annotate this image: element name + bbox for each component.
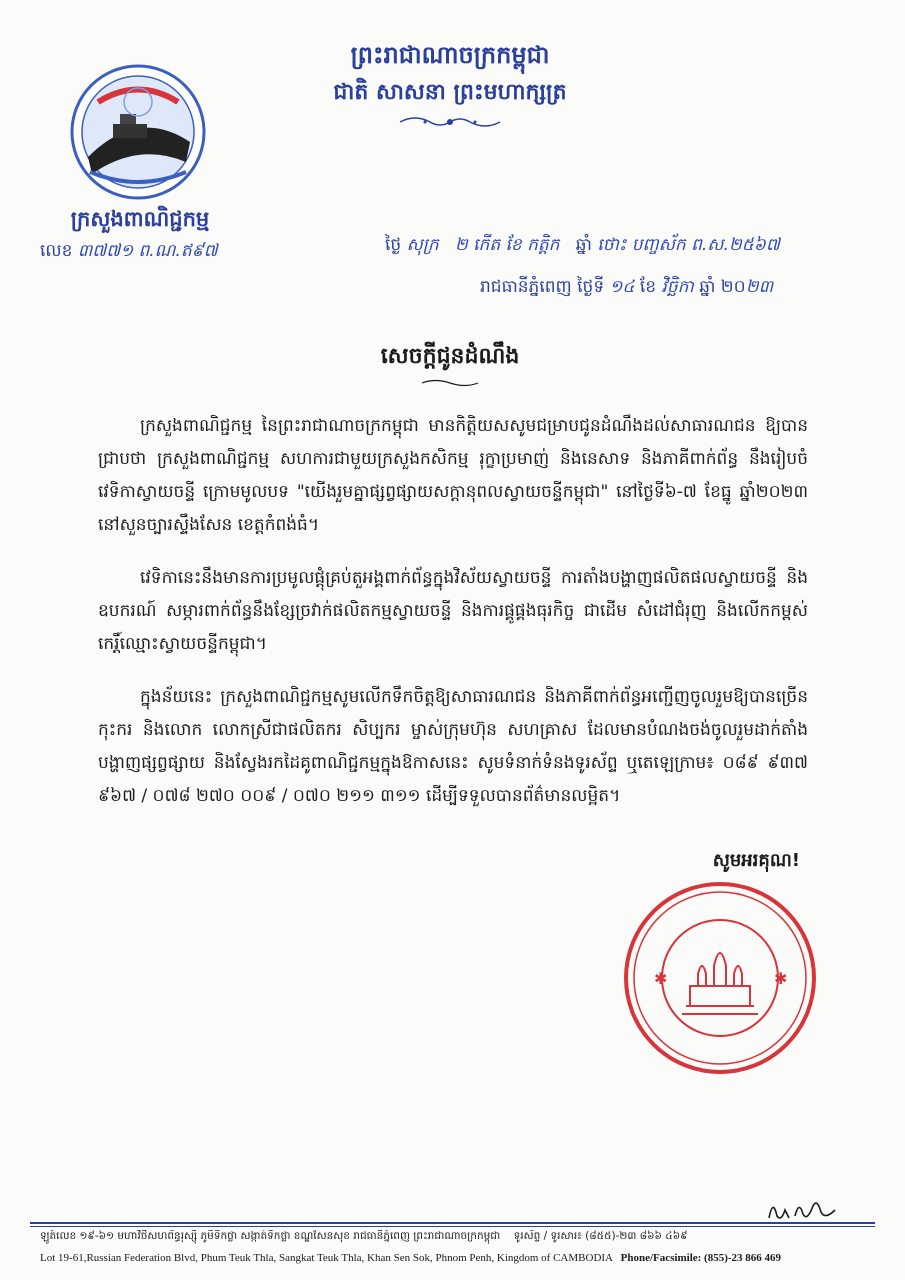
national-motto: ជាតិ សាសនា ព្រះមហាក្សត្រ <box>333 80 567 105</box>
reference-number <box>40 240 300 265</box>
title-ornament <box>420 378 480 388</box>
footer-phone-kh: ទូរស័ព្ទ / ទូរសារ៖ (៨៥៥)-២៣ ៨៦៦ ៤៦៩ <box>513 1230 688 1242</box>
ref-number-value: ៣៧៧១ ព.ណ.ឥ៩៧ <box>77 241 218 261</box>
official-seal <box>620 878 820 1078</box>
solar-prefix: រាជធានីភ្នំពេញ ថ្ងៃទី <box>480 277 605 297</box>
lunar-prefix: ថ្ងៃ <box>385 235 402 255</box>
kingdom-heading: ព្រះរាជាណាចក្រកម្ពុជា <box>350 41 550 69</box>
ministry-name: ក្រសួងពាណិជ្ជកម្ម <box>70 207 210 231</box>
solar-month-prefix: ខែ <box>639 277 657 297</box>
ministry-logo <box>68 62 208 202</box>
footer-address-kh: ឡូត៍លេខ ១៩-៦១ មហាវិថីសហព័ន្ធរុស្ស៊ី ភូមិទឹកថ្លា សង្កាត់ទឹកថ្លា ខណ្ឌសែនសុខ រាជធានីភ្នំពេញ ព្រះរាជាណាចក្រកម្ពុជា <box>40 1230 501 1242</box>
solar-date <box>480 276 880 301</box>
lunar-year-prefix: ឆ្នាំ <box>575 235 592 255</box>
solar-day: ១៤ <box>609 277 635 297</box>
lunar-date-value: ២ កើត ខែ កត្ដិក <box>454 235 560 255</box>
footer-divider-thin <box>30 1226 875 1227</box>
closing-thanks: សូមអរគុណ! <box>712 850 800 871</box>
document-title: សេចក្ដីជូនដំណឹង <box>380 344 520 369</box>
notice-body <box>98 410 808 833</box>
solar-year-prefix: ឆ្នាំ ២០ <box>699 277 746 297</box>
lunar-day: សុក្រ <box>406 235 439 255</box>
motto-ornament <box>395 112 505 132</box>
solar-month: វិច្ឆិកា <box>661 277 694 297</box>
lunar-date <box>385 234 885 259</box>
footer-phone-en: Phone/Facsimile: (855)-23 866 469 <box>620 1252 782 1264</box>
signature <box>765 1192 845 1226</box>
footer-address-english <box>40 1252 870 1264</box>
lunar-year: ថោះ បញ្ចស័ក ព.ស.២៥៦៧ <box>597 235 780 255</box>
paragraph-2: វេទិកានេះនឹងមានការប្រមូលផ្តុំគ្រប់តួអង្គពាក់ព័ន្ធក្នុងវិស័យស្វាយចន្ទី ការតាំងបង្ហាញផលិតផលស្វាយចន្ទី និងឧបករណ៍ សម្ភារពាក់ព័ន្ធនឹងខ្សែច្រវាក់ផលិតកម្មស្វាយចន្ទី និងការផ្គូផ្គងធុរកិច្ច ជាដើម សំដៅជំរុញ និងលើកកម្ពស់កេរ្តិ៍ឈ្មោះស្វាយចន្ទីកម្ពុជា។ <box>98 568 808 654</box>
footer-address-en: Lot 19-61,Russian Federation Blvd, Phum Teuk Thla, Sangkat Teuk Thla, Khan Sen Sok, Phnom Penh, Kingdom of CAMBODIA <box>40 1252 613 1264</box>
paragraph-1: ក្រសួងពាណិជ្ជកម្ម នៃព្រះរាជាណាចក្រកម្ពុជា មានកិត្តិយសសូមជម្រាបជូនដំណឹងដល់សាធារណជន ឱ្យបានជ្រាបថា ក្រសួងពាណិជ្ជកម្ម សហការជាមួយក្រសួងកសិកម្ម រុក្ខាប្រមាញ់ និងនេសាទ និងភាគីពាក់ព័ន្ធ នឹងរៀបចំ វេទិកាស្វាយចន្ទី ក្រោមមូលបទ "យើងរួមគ្នាផ្សព្វផ្សាយសក្ដានុពលស្វាយចន្ទីកម្ពុជា" នៅថ្ងៃទី៦-៧ ខែធ្នូ ឆ្នាំ២០២៣ នៅសួនច្បារស្ទឹងសែន ខេត្តកំពង់ធំ។ <box>98 416 808 535</box>
footer-address-khmer <box>40 1230 870 1245</box>
svg-text:✱: ✱ <box>654 969 668 988</box>
solar-year-suffix: ២៣ <box>745 277 774 297</box>
paragraph-3: ក្នុងន័យនេះ ក្រសួងពាណិជ្ជកម្មសូមលើកទឹកចិត្តឱ្យសាធារណជន និងភាគីពាក់ព័ន្ធអញ្ជើញចូលរួមឱ្យបានច្រើនកុះករ និងលោក លោកស្រីជាផលិតករ សិប្បករ ម្ចាស់ក្រុមហ៊ុន សហគ្រាស ដែលមានបំណងចង់ចូលរួមដាក់តាំងបង្ហាញផ្សព្វផ្សាយ និងស្វែងរកដៃគូពាណិជ្ជកម្មក្នុងឱកាសនេះ សូមទំនាក់ទំនងទូរស័ព្ទ ឬតេឡេក្រាម៖ ០៨៩ ៩៣៧ ៩៦៧ / ០៧៨ ២៧០ ០០៩ / ០៧០ ២១១ ៣១១ ដើម្បីទទួលបានព័ត៌មានលម្អិត។ <box>98 687 808 806</box>
ref-prefix: លេខ <box>40 241 73 261</box>
footer-divider <box>30 1222 875 1224</box>
svg-text:✱: ✱ <box>774 969 788 988</box>
